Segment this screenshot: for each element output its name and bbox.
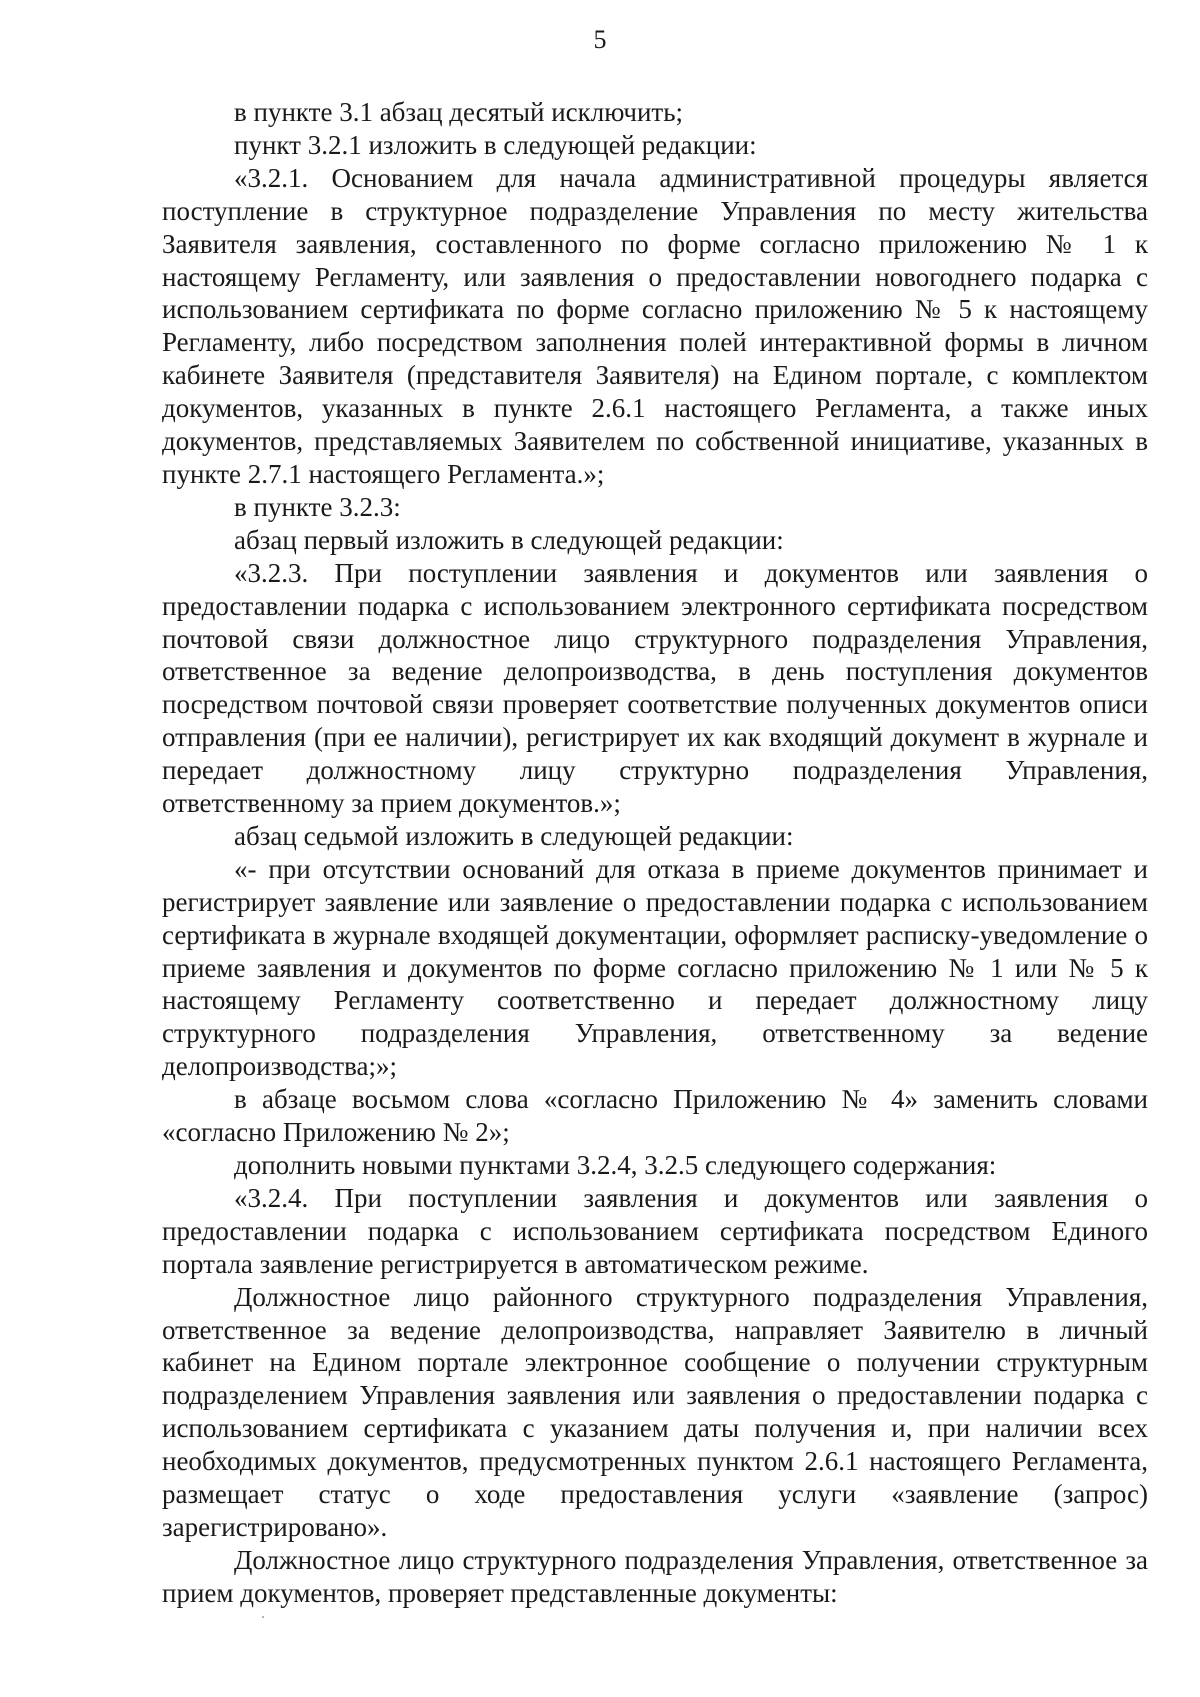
paragraph-3-2-1-text: «3.2.1. Основанием для начала административной процедуры является поступление в структурное подразделение Управления по месту жительства Заявителя заявления, составленного по форме согласно приложению № 1 к настоящему Регламенту, или заявления о предоставлении новогоднего подарка с использованием сертификата по форме согласно приложению № 5 к настоящему Регламенту, либо посредством заполнения полей интерактивной формы в личном кабинете Заявителя (представителя Заявителя) на Едином портале, с комплектом документов, указанных в пункте 2.6.1 настоящего Регламента, а также иных документов, представляемых Заявителем по собственной инициативе, указанных в пункте 2.7.1 настоящего Регламента.»; bbox=[162, 162, 1148, 489]
paragraph-3-2-4-text: «3.2.4. При поступлении заявления и документов или заявления о предоставлении подарка с использованием сертификата посредством Единого портала заявление регистрируется в автоматическом режиме. bbox=[162, 1182, 1148, 1279]
paragraph-first-abzac-intro: абзац первый изложить в следующей редакции: bbox=[234, 524, 784, 555]
document-body bbox=[162, 96, 1148, 1610]
paragraph-official-notification: Должностное лицо районного структурного подразделения Управления, ответственное за ведение делопроизводства, направляет Заявителю в личный кабинет на Едином портале электронное сообщение о получении структурным подразделением Управления заявления или заявления о предоставлении подарка с использованием сертификата с указанием даты получения и, при наличии всех необходимых документов, предусмотренных пунктом 2.6.1 настоящего Регламента, размещает статус о ходе предоставления услуги «заявление (запрос) зарегистрировано». bbox=[162, 1281, 1148, 1542]
paragraph-seventh-abzac-text: «- при отсутствии оснований для отказа в приеме документов принимает и регистрирует заявление или заявление о предоставлении подарка с использованием сертификата в журнале входящей документации, оформляет расписку-уведомление о приеме заявления и документов по форме согласно приложению № 1 или № 5 к настоящему Регламенту соответственно и передает должностному лицу структурного подразделения Управления, ответственному за ведение делопроизводства;»; bbox=[162, 853, 1148, 1082]
paragraph-3-2-3-text: «3.2.3. При поступлении заявления и документов или заявления о предоставлении подарка с использованием электронного сертификата посредством почтовой связи должностное лицо структурного подразделения Управления, ответственное за ведение делопроизводства, в день поступления документов посредством почтовой связи проверяет соответствие полученных документов описи отправления (при ее наличии), регистрирует их как входящий документ в журнале и передает должностному лицу структурно подразделения Управления, ответственному за прием документов.»; bbox=[162, 557, 1148, 819]
paragraph-seventh-abzac-intro: абзац седьмой изложить в следующей редакции: bbox=[234, 820, 794, 851]
paragraph-3-2-3-intro: в пункте 3.2.3: bbox=[234, 491, 401, 522]
page-number: 5 bbox=[593, 25, 607, 54]
scan-artifact-dot bbox=[262, 1616, 264, 1618]
paragraph-3-1-exclusion: в пункте 3.1 абзац десятый исключить; bbox=[234, 97, 684, 127]
paragraph-3-2-1-intro: пункт 3.2.1 изложить в следующей редакции: bbox=[234, 129, 757, 160]
paragraph-new-points-intro: дополнить новыми пунктами 3.2.4, 3.2.5 следующего содержания: bbox=[234, 1150, 997, 1180]
paragraph-official-checks: Должностное лицо структурного подразделения Управления, ответственное за прием документов, проверяет представленные документы: bbox=[162, 1544, 1148, 1608]
paragraph-eighth-abzac-change: в абзаце восьмом слова «согласно Приложению № 4» заменить словами «согласно Приложению № 2»; bbox=[162, 1084, 1148, 1148]
